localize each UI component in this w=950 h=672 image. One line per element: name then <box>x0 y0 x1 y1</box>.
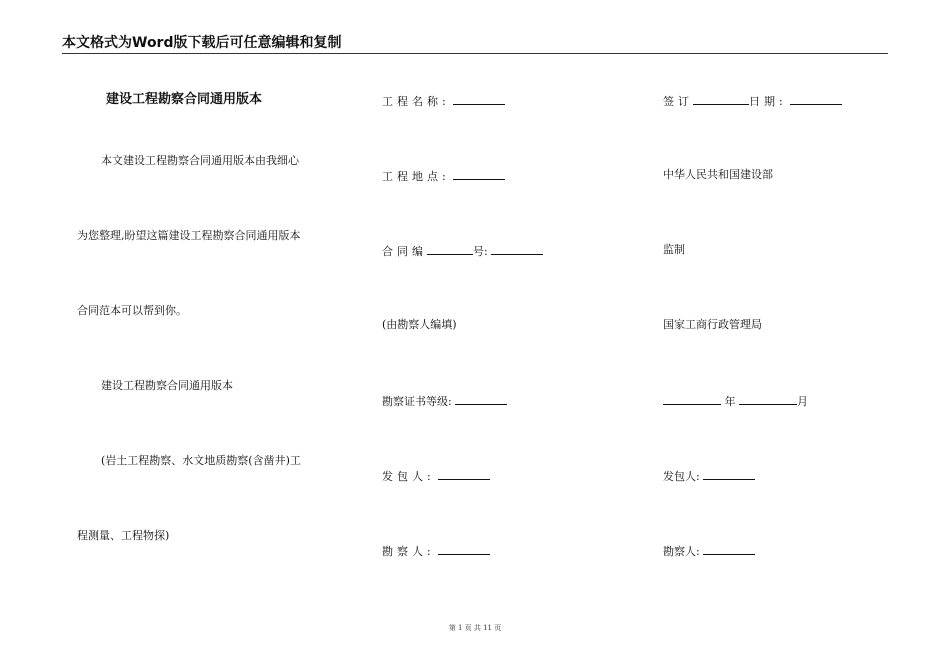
surveyor-blank-middle <box>438 543 490 555</box>
project-name-label: 工程名称: <box>382 95 450 108</box>
month-label: 月 <box>797 395 808 408</box>
supervise-text: 监制 <box>663 243 685 256</box>
sign-blank <box>693 93 749 105</box>
surveyor-label-middle: 勘察人: <box>382 545 435 558</box>
ministry-name: 中华人民共和国建设部 <box>663 168 773 181</box>
contract-no-blank-1 <box>427 243 473 255</box>
project-site-field <box>382 168 505 184</box>
client-field-right <box>663 468 755 484</box>
intro-line-3: 合同范本可以帮到你。 <box>77 304 187 317</box>
cert-grade-field <box>382 393 507 409</box>
header-text: 本文格式为Word版下载后可任意编辑和复制 <box>62 35 342 51</box>
surveyor-field-right <box>663 543 755 559</box>
cert-grade-label: 勘察证书等级: <box>382 395 452 408</box>
admin-bureau-name: 国家工商行政管理局 <box>663 318 762 331</box>
year-blank <box>663 393 721 405</box>
intro-line-1: 本文建设工程勘察合同通用版本由我细心 <box>101 154 299 167</box>
client-field-middle <box>382 468 490 484</box>
year-month-field <box>663 393 808 409</box>
project-name-blank <box>453 93 505 105</box>
scope-line-2: 程测量、工程物探) <box>77 529 170 542</box>
month-blank <box>739 393 797 405</box>
scope-line-1: (岩土工程勘察、水文地质勘察(含凿井)工 <box>101 454 301 467</box>
document-title: 建设工程勘察合同通用版本 <box>106 92 263 107</box>
cert-grade-blank <box>455 393 507 405</box>
client-label-middle: 发包人: <box>382 470 435 483</box>
contract-no-label-a: 合同编 <box>382 245 427 258</box>
project-site-blank <box>453 168 505 180</box>
client-blank-middle <box>438 468 490 480</box>
client-blank-right <box>703 468 755 480</box>
intro-line-2: 为您整理,盼望这篇建设工程勘察合同通用版本 <box>77 229 301 242</box>
date-blank <box>790 93 842 105</box>
page-header <box>62 33 888 54</box>
page-footer: 第 1 页 共 11 页 <box>448 624 502 632</box>
surveyor-field-middle <box>382 543 490 559</box>
sign-date-field <box>663 93 842 109</box>
fill-note: (由勘察人编填) <box>382 318 457 331</box>
client-label-right: 发包人: <box>663 470 700 483</box>
contract-subtitle: 建设工程勘察合同通用版本 <box>101 379 233 392</box>
project-name-field <box>382 93 505 109</box>
project-site-label: 工程地点: <box>382 170 450 183</box>
sign-label: 签订 <box>663 95 693 108</box>
contract-no-label-b: 号: <box>473 245 488 258</box>
contract-no-field <box>382 243 543 259</box>
date-label: 日期: <box>749 95 787 108</box>
surveyor-label-right: 勘察人: <box>663 545 700 558</box>
year-label: 年 <box>724 395 736 408</box>
surveyor-blank-right <box>703 543 755 555</box>
contract-no-blank-2 <box>491 243 543 255</box>
